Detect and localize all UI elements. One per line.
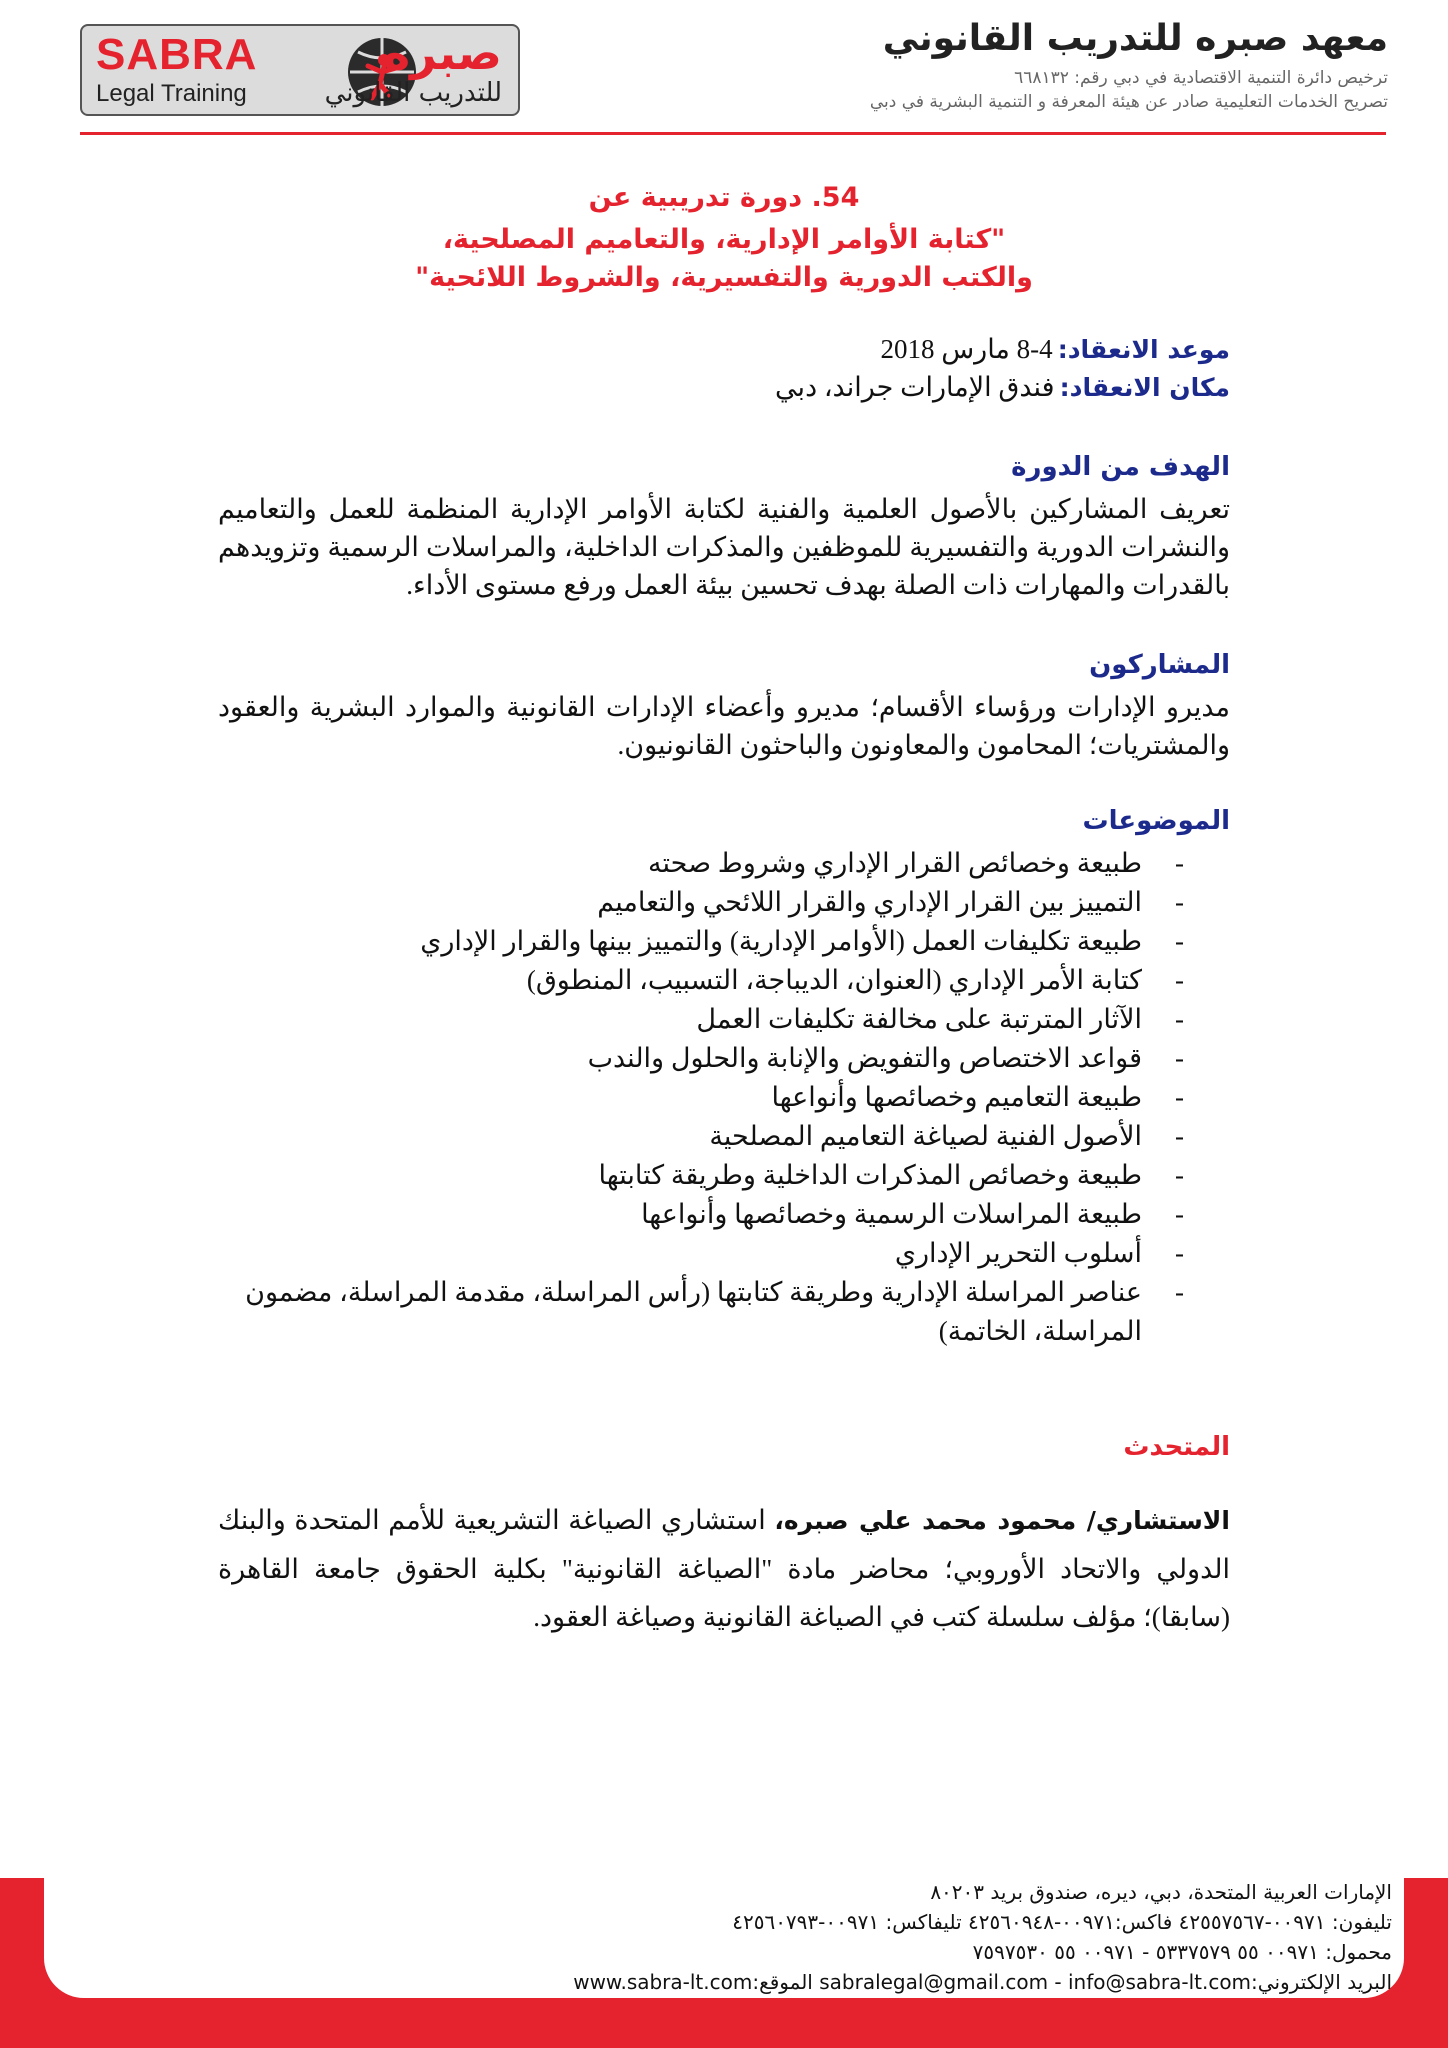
permit-line: تصريح الخدمات التعليمية صادر عن هيئة المعرفة و التنمية البشرية في دبي [869, 92, 1388, 112]
course-title-line-2: والكتب الدورية والتفسيرية، والشروط اللائحية" [415, 262, 1033, 293]
topics-list [218, 844, 1230, 1351]
list-item: - طبيعة وخصائص المذكرات الداخلية وطريقة كتابتها [598, 1160, 1184, 1190]
footer-phones: تليفون: ٠٠٩٧١-٤٢٥٥٧٥٦٧ فاكس:٠٠٩٧١-٤٢٥٦٠٩٤٨ تليفاكس: ٠٠٩٧١-٤٢٥٦٠٧٩٣ [732, 1910, 1392, 1934]
logo-brand-ar: صبره [383, 26, 502, 80]
speaker-bio [218, 1496, 1230, 1641]
course-number-title: 54. دورة تدريبية عن [588, 182, 860, 213]
topics-heading: الموضوعات [1082, 806, 1230, 836]
participants-text: مديرو الإدارات ورؤساء الأقسام؛ مديرو وأعضاء الإدارات القانونية والموارد البشرية والعقود والمشتريات؛ المحامون والمعاونون والباحثون القانونيون. [218, 692, 1230, 760]
participants-heading: المشاركون [1089, 650, 1230, 680]
speaker-name: الاستشاري/ محمود محمد علي صبره، [774, 1506, 1230, 1535]
date-value: 4-8 مارس 2018 [880, 334, 1053, 364]
speaker-heading: المتحدث [1123, 1432, 1230, 1462]
header-divider [80, 132, 1386, 135]
list-item: - الأصول الفنية لصياغة التعاميم المصلحية [709, 1121, 1184, 1151]
logo-brand-en: SABRA [96, 30, 258, 79]
objective-heading: الهدف من الدورة [1011, 452, 1230, 482]
list-item: - طبيعة تكليفات العمل (الأوامر الإدارية) والتمييز بينها والقرار الإداري [420, 926, 1184, 956]
speaker-description: استشاري الصياغة التشريعية للأمم المتحدة والبنك الدولي والاتحاد الأوروبي؛ محاضر مادة "الصياغة القانونية" بكلية الحقوق جامعة القاهرة (سابقا)؛ مؤلف سلسلة كتب في الصياغة القانونية وصياغة العقود. [218, 1505, 1230, 1632]
course-title-line-1: "كتابة الأوامر الإدارية، والتعاميم المصلحية، [442, 224, 1006, 255]
venue-row [218, 372, 1230, 403]
list-item: - قواعد الاختصاص والتفويض والإنابة والحلول والندب [587, 1043, 1184, 1073]
date-label: موعد الانعقاد: [1057, 335, 1230, 364]
institute-name: معهد صبره للتدريب القانوني [882, 18, 1388, 59]
list-item: - التمييز بين القرار الإداري والقرار اللائحي والتعاميم [597, 887, 1184, 917]
list-item: - الآثار المترتبة على مخالفة تكليفات العمل [696, 1004, 1184, 1034]
objective-text: تعريف المشاركين بالأصول العلمية والفنية لكتابة الأوامر الإدارية المنظمة للعمل والتعاميم والنشرات الدورية والتفسيرية للموظفين والمذكرات الداخلية، والمراسلات الرسمية وتزويدهم بالقدرات والمهارات ذات الصلة بهدف تحسين بيئة العمل ورفع مستوى الأداء. [218, 494, 1230, 600]
logo-subtitle-en: Legal Training [96, 80, 247, 107]
logo-subtitle-ar: للتدريب القانوني [324, 78, 502, 108]
license-line: ترخيص دائرة التنمية الاقتصادية في دبي رقم: ٦٦٨١٣٢ [1014, 68, 1388, 88]
logo [80, 24, 520, 116]
date-row [218, 334, 1230, 365]
venue-value: فندق الإمارات جراند، دبي [775, 372, 1055, 402]
list-item: - كتابة الأمر الإداري (العنوان، الديباجة، التسبيب، المنطوق) [526, 965, 1184, 995]
list-item: - أسلوب التحرير الإداري [894, 1238, 1184, 1268]
footer-address: الإمارات العربية المتحدة، دبي، ديره، صندوق بريد ٨٠٢٠٣ [930, 1880, 1392, 1904]
footer-mobile: محمول: ٠٠٩٧١ ٥٥ ٥٣٣٧٥٧٩ - ٠٠٩٧١ ٥٥ ٧٥٩٧٥٣٠ [972, 1940, 1392, 1964]
venue-label: مكان الانعقاد: [1059, 373, 1230, 402]
list-item: - طبيعة وخصائص القرار الإداري وشروط صحته [648, 848, 1184, 878]
footer-contact[interactable]: البريد الإلكتروني:sabralegal@gmail.com - info@sabra-lt.com الموقع:www.sabra-lt.com [573, 1970, 1392, 1994]
list-item: - طبيعة المراسلات الرسمية وخصائصها وأنواعها [641, 1199, 1184, 1229]
list-item: - عناصر المراسلة الإدارية وطريقة كتابتها (رأس المراسلة، مقدمة المراسلة، مضمون المراسلة، الخاتمة) [245, 1277, 1184, 1346]
list-item: - طبيعة التعاميم وخصائصها وأنواعها [771, 1082, 1184, 1112]
